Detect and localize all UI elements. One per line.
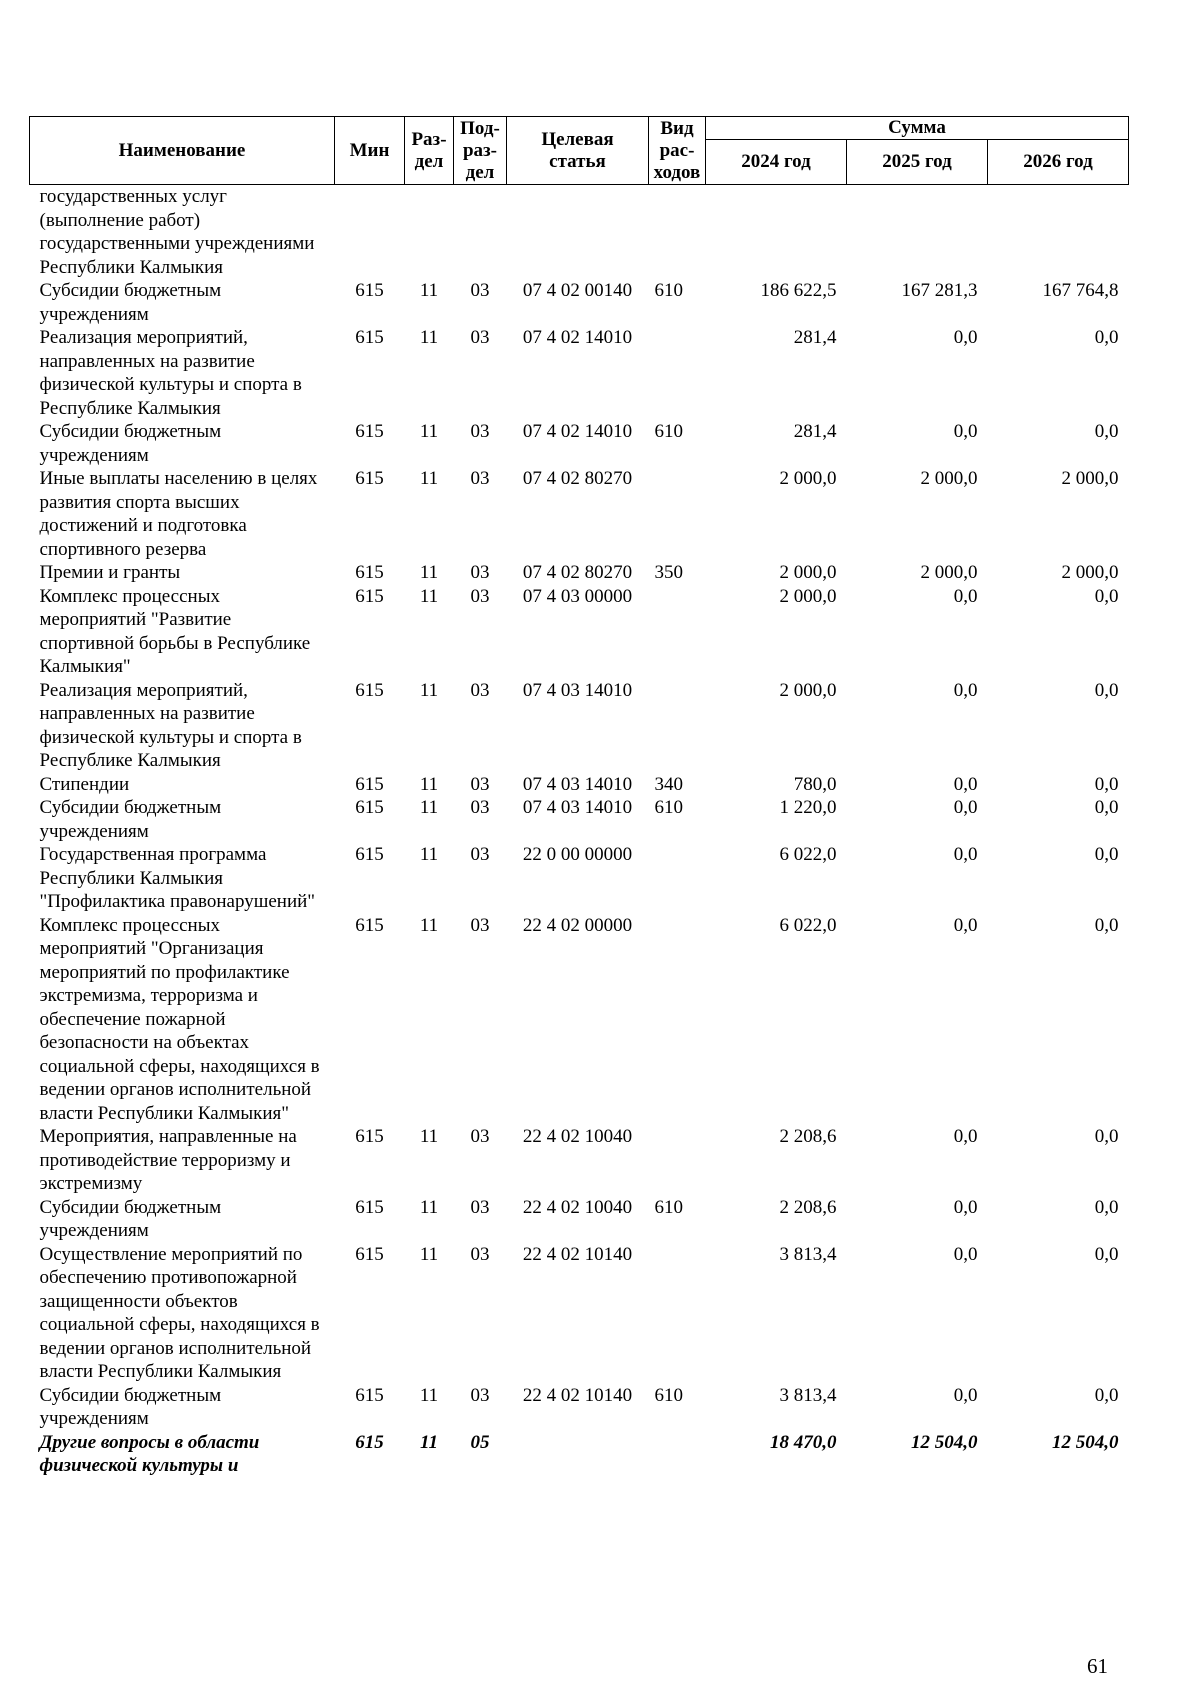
- cell-2024: 1 220,0: [779, 797, 837, 818]
- cell-celevaya: 07 4 02 00140: [522, 280, 633, 301]
- cell-2024: 6 022,0: [779, 914, 837, 936]
- cell-min: 615: [355, 585, 384, 607]
- cell-2025: 0,0: [953, 914, 978, 936]
- cell-celevaya: 07 4 02 14010: [522, 421, 633, 442]
- table-row: [30, 1384, 1129, 1431]
- cell-razdel: 11: [419, 280, 439, 301]
- cell-2024: 2 000,0: [779, 468, 837, 489]
- table-row: [30, 914, 1129, 1126]
- cell-podrazdel: 03: [470, 327, 490, 348]
- cell-2025: 2 000,0: [920, 562, 978, 583]
- cell-2025: 0,0: [953, 773, 978, 795]
- cell-razdel: 11: [419, 421, 439, 442]
- cell-razdel: 11: [419, 1243, 439, 1265]
- cell-2026: 0,0: [1094, 1243, 1119, 1265]
- cell-podrazdel: 03: [470, 844, 490, 865]
- cell-celevaya: 07 4 02 14010: [522, 327, 633, 348]
- cell-vid: [649, 1243, 706, 1384]
- table-row: [30, 843, 1129, 914]
- cell-2026: 2 000,0: [1061, 468, 1119, 489]
- cell-celevaya: 07 4 02 80270: [522, 468, 633, 489]
- cell-podrazdel: 03: [470, 562, 490, 583]
- cell-celevaya: 07 4 03 00000: [522, 585, 633, 607]
- cell-min: 615: [355, 773, 384, 795]
- cell-2025: 167 281,3: [901, 280, 978, 301]
- cell-vid: [649, 914, 706, 1126]
- header-celevaya: Целевая статья: [507, 117, 649, 185]
- table-row: [30, 420, 1129, 467]
- cell-name: государственных услуг (выполнение работ) государственными учреждениями Республики Калмыкия: [39, 186, 315, 278]
- cell-2024: 186 622,5: [760, 280, 837, 301]
- cell-min: 615: [355, 280, 384, 301]
- cell-razdel: [405, 185, 454, 280]
- cell-2024: 281,4: [793, 327, 837, 348]
- cell-celevaya: [507, 1431, 649, 1478]
- cell-min: 615: [355, 679, 384, 701]
- table-row: [30, 1196, 1129, 1243]
- cell-2024: 2 000,0: [779, 679, 837, 701]
- cell-vid: [649, 326, 706, 420]
- cell-razdel: 11: [420, 1431, 438, 1453]
- cell-2024: 6 022,0: [779, 844, 837, 865]
- cell-2026: 0,0: [1094, 797, 1119, 818]
- cell-vid: [649, 467, 706, 561]
- cell-min: 615: [355, 421, 384, 442]
- cell-vid: 340: [654, 773, 683, 795]
- cell-name: Стипендии: [39, 773, 130, 795]
- cell-razdel: 11: [419, 327, 439, 348]
- cell-podrazdel: 05: [470, 1431, 490, 1453]
- cell-name: Комплекс процессных мероприятий "Организация мероприятий по профилактике экстремизма, терроризма и обеспечение пожарной безопасности на объектах социальной сферы, находящихся в ведении органов исполнительной власти Республики Калмыкия": [39, 914, 320, 1124]
- cell-2026: 0,0: [1094, 844, 1119, 865]
- cell-podrazdel: 03: [470, 773, 490, 795]
- cell-2026: 0,0: [1094, 1384, 1119, 1406]
- cell-podrazdel: 03: [470, 679, 490, 701]
- cell-2025: 0,0: [953, 1243, 978, 1265]
- header-year-2026: 2026 год: [988, 140, 1129, 185]
- cell-celevaya: 07 4 03 14010: [522, 797, 633, 818]
- cell-razdel: 11: [419, 585, 439, 607]
- cell-vid: 350: [654, 562, 683, 583]
- header-vid: Вид рас- ходов: [649, 117, 706, 185]
- header-summa: Сумма: [706, 117, 1129, 140]
- cell-celevaya: 22 4 02 10040: [522, 1196, 633, 1218]
- cell-2025: 0,0: [953, 1126, 978, 1147]
- table-row: [30, 679, 1129, 773]
- cell-razdel: 11: [419, 797, 439, 818]
- budget-table: [29, 116, 1129, 1478]
- cell-podrazdel: 03: [470, 1196, 490, 1218]
- cell-razdel: 11: [419, 914, 439, 936]
- cell-vid: [649, 185, 706, 280]
- table-row: [30, 467, 1129, 561]
- cell-min: [335, 185, 405, 280]
- cell-min: 615: [355, 327, 384, 348]
- cell-2025: 0,0: [953, 797, 978, 818]
- cell-2025: 2 000,0: [920, 468, 978, 489]
- cell-2026: 0,0: [1094, 914, 1119, 936]
- cell-2025: 0,0: [953, 327, 978, 348]
- table-row: [30, 326, 1129, 420]
- cell-razdel: 11: [419, 1126, 439, 1147]
- header-razdel: Раз- дел: [405, 117, 454, 185]
- page-number: 61: [1087, 1654, 1108, 1678]
- cell-2026: 0,0: [1094, 679, 1119, 701]
- cell-razdel: 11: [419, 1196, 439, 1218]
- table-row: [30, 561, 1129, 585]
- cell-name: Субсидии бюджетным учреждениям: [39, 421, 222, 466]
- cell-name: Субсидии бюджетным учреждениям: [39, 1384, 222, 1429]
- cell-podrazdel: 03: [470, 1384, 490, 1406]
- cell-name: Реализация мероприятий, направленных на развитие физической культуры и спорта в Республике Калмыкия: [39, 327, 302, 419]
- cell-name: Субсидии бюджетным учреждениям: [39, 797, 222, 842]
- table-row: [30, 585, 1129, 679]
- cell-2025: 0,0: [953, 679, 978, 701]
- cell-2025: 12 504,0: [911, 1431, 978, 1453]
- cell-celevaya: 22 4 02 10040: [522, 1126, 633, 1147]
- cell-2025: [847, 185, 988, 280]
- cell-name: Другие вопросы в области физической культуры и: [39, 1431, 260, 1476]
- cell-2024: [706, 185, 847, 280]
- header-podrazdel: Под- раз- дел: [454, 117, 507, 185]
- cell-name: Реализация мероприятий, направленных на развитие физической культуры и спорта в Республике Калмыкия: [39, 679, 302, 771]
- cell-2026: 0,0: [1094, 773, 1119, 795]
- cell-razdel: 11: [419, 468, 439, 489]
- cell-vid: 610: [654, 280, 683, 301]
- table-row: [30, 279, 1129, 326]
- cell-min: 615: [355, 844, 384, 865]
- cell-2025: 0,0: [953, 585, 978, 607]
- header-min: Мин: [335, 117, 405, 185]
- header-year-2025: 2025 год: [847, 140, 988, 185]
- cell-razdel: 11: [419, 844, 439, 865]
- cell-name: Комплекс процессных мероприятий "Развитие спортивной борьбы в Республике Калмыкия": [39, 585, 311, 677]
- cell-name: Субсидии бюджетным учреждениям: [39, 1196, 222, 1241]
- cell-celevaya: 22 4 02 10140: [522, 1384, 633, 1406]
- cell-min: 615: [355, 1126, 384, 1147]
- cell-vid: 610: [654, 421, 683, 442]
- cell-min: 615: [355, 1431, 384, 1453]
- cell-celevaya: 22 4 02 00000: [522, 914, 633, 936]
- cell-razdel: 11: [419, 1384, 439, 1406]
- cell-name: Субсидии бюджетным учреждениям: [39, 280, 222, 325]
- cell-podrazdel: 03: [470, 585, 490, 607]
- cell-2026: 0,0: [1094, 1196, 1119, 1218]
- cell-celevaya: [507, 185, 649, 280]
- cell-2024: 780,0: [793, 773, 837, 795]
- cell-podrazdel: 03: [470, 797, 490, 818]
- cell-vid: 610: [654, 797, 683, 818]
- cell-2025: 0,0: [953, 844, 978, 865]
- cell-2024: 2 000,0: [779, 562, 837, 583]
- table-header: [30, 117, 1129, 185]
- cell-podrazdel: 03: [470, 421, 490, 442]
- cell-2026: 0,0: [1094, 421, 1119, 442]
- cell-celevaya: 22 0 00 00000: [522, 844, 633, 865]
- cell-2026: 0,0: [1094, 585, 1119, 607]
- cell-vid: [649, 1125, 706, 1196]
- cell-razdel: 11: [419, 773, 439, 795]
- cell-min: 615: [355, 914, 384, 936]
- cell-2026: 167 764,8: [1042, 280, 1119, 301]
- cell-podrazdel: 03: [470, 468, 490, 489]
- cell-razdel: 11: [419, 562, 439, 583]
- cell-name: Осуществление мероприятий по обеспечению противопожарной защищенности объектов социальной сферы, находящихся в ведении органов исполнительной власти Республики Калмыкия: [39, 1243, 320, 1382]
- cell-2026: 0,0: [1094, 1126, 1119, 1147]
- cell-vid: [649, 585, 706, 679]
- table-row: [30, 773, 1129, 797]
- cell-2024: 2 000,0: [779, 585, 837, 607]
- cell-vid: 610: [654, 1384, 683, 1406]
- cell-2024: 2 208,6: [779, 1126, 837, 1147]
- cell-min: 615: [355, 1243, 384, 1265]
- cell-min: 615: [355, 797, 384, 818]
- cell-2024: 3 813,4: [779, 1243, 837, 1265]
- cell-2024: 281,4: [793, 421, 837, 442]
- cell-podrazdel: 03: [470, 280, 490, 301]
- cell-2026: [988, 185, 1129, 280]
- cell-celevaya: 22 4 02 10140: [522, 1243, 633, 1265]
- cell-vid: 610: [654, 1196, 683, 1218]
- cell-2025: 0,0: [953, 1384, 978, 1406]
- table-row: [30, 796, 1129, 843]
- cell-name: Мероприятия, направленные на противодействие терроризму и экстремизму: [39, 1126, 297, 1194]
- cell-2026: 12 504,0: [1052, 1431, 1119, 1453]
- cell-celevaya: 07 4 02 80270: [522, 562, 633, 583]
- cell-podrazdel: 03: [470, 914, 490, 936]
- cell-celevaya: 07 4 03 14010: [522, 679, 633, 701]
- cell-min: 615: [355, 468, 384, 489]
- cell-podrazdel: 03: [470, 1243, 490, 1265]
- cell-min: 615: [355, 1196, 384, 1218]
- cell-2026: 2 000,0: [1061, 562, 1119, 583]
- cell-podrazdel: 03: [470, 1126, 490, 1147]
- table-row: [30, 1431, 1129, 1478]
- cell-2024: 3 813,4: [779, 1384, 837, 1406]
- cell-2025: 0,0: [953, 421, 978, 442]
- table-row: [30, 185, 1129, 280]
- table-row: [30, 1243, 1129, 1384]
- cell-name: Государственная программа Республики Калмыкия "Профилактика правонарушений": [39, 844, 316, 912]
- table-row: [30, 1125, 1129, 1196]
- cell-2026: 0,0: [1094, 327, 1119, 348]
- header-name: Наименование: [30, 117, 335, 185]
- cell-vid: [649, 1431, 706, 1478]
- cell-razdel: 11: [419, 679, 439, 701]
- cell-vid: [649, 679, 706, 773]
- cell-min: 615: [355, 562, 384, 583]
- cell-2024: 18 470,0: [770, 1431, 837, 1453]
- header-year-2024: 2024 год: [706, 140, 847, 185]
- cell-name: Иные выплаты населению в целях развития спорта высших достижений и подготовка спортивного резерва: [39, 468, 318, 560]
- cell-2024: 2 208,6: [779, 1196, 837, 1218]
- cell-podrazdel: [454, 185, 507, 280]
- cell-vid: [649, 843, 706, 914]
- table-body: [30, 185, 1129, 1478]
- cell-min: 615: [355, 1384, 384, 1406]
- cell-name: Премии и гранты: [39, 562, 181, 583]
- cell-2025: 0,0: [953, 1196, 978, 1218]
- cell-celevaya: 07 4 03 14010: [522, 773, 633, 795]
